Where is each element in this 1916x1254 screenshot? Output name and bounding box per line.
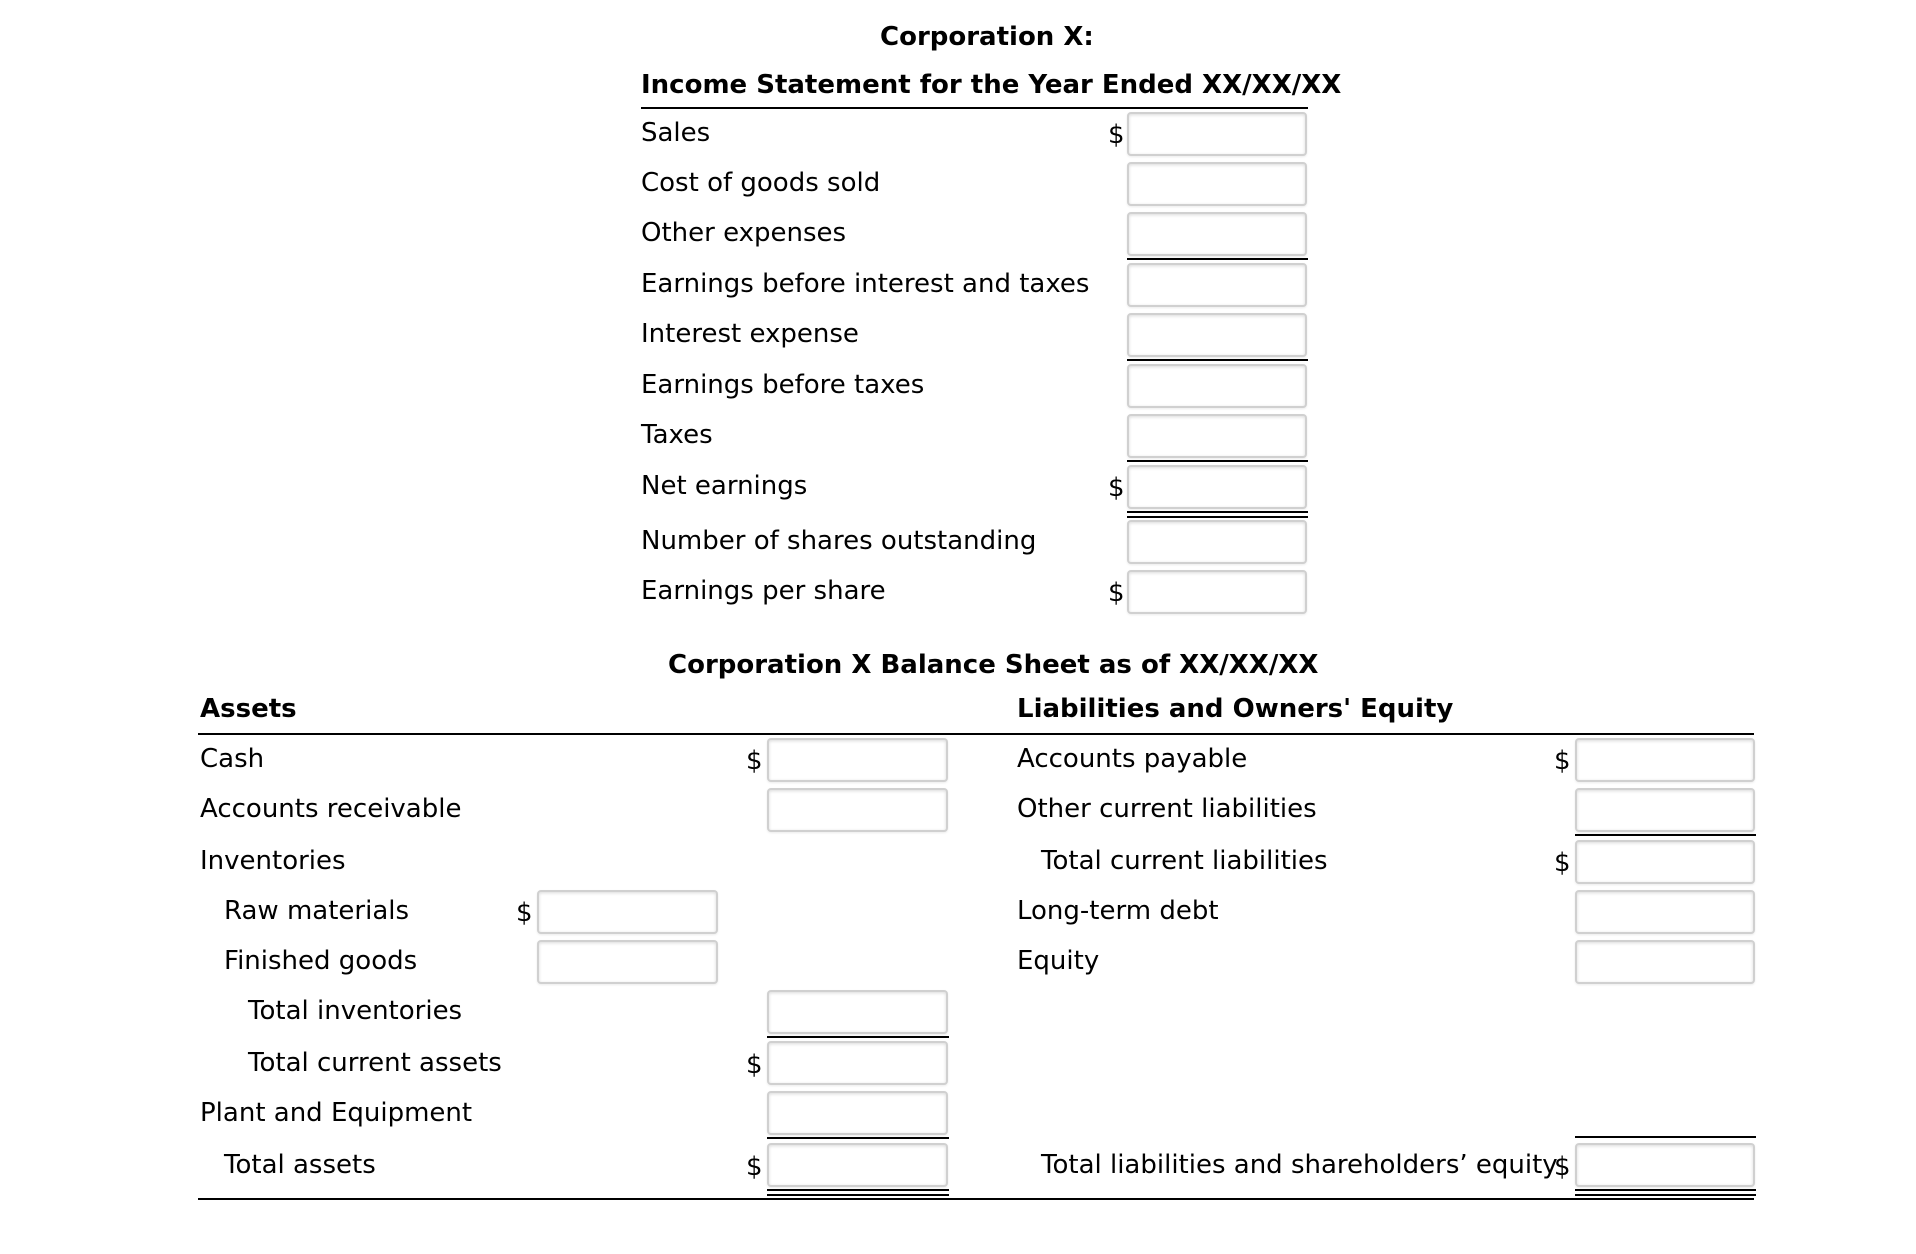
- other-expenses-input[interactable]: [1127, 212, 1307, 256]
- ebit-input[interactable]: [1127, 263, 1307, 307]
- total-current-assets-currency: $: [746, 1050, 763, 1080]
- ebt-label: Earnings before taxes: [641, 370, 925, 400]
- total-liabilities-equity-input[interactable]: [1575, 1143, 1755, 1187]
- accounts-payable-currency: $: [1554, 746, 1571, 776]
- plant-equipment-input[interactable]: [767, 1091, 948, 1135]
- total-assets-top-rule: [767, 1137, 949, 1139]
- total-current-liabilities-currency: $: [1554, 848, 1571, 878]
- finished-goods-input[interactable]: [537, 940, 718, 984]
- sales-currency: $: [1108, 120, 1125, 150]
- other-current-liabilities-input[interactable]: [1575, 788, 1755, 832]
- interest-input[interactable]: [1127, 313, 1307, 357]
- taxes-input[interactable]: [1127, 414, 1307, 458]
- total-liabilities-equity-label: Total liabilities and shareholders’ equity: [1041, 1150, 1558, 1180]
- net-earnings-double-rule: [1127, 511, 1308, 518]
- long-term-debt-input[interactable]: [1575, 890, 1755, 934]
- total-assets-double-rule: [767, 1189, 949, 1196]
- income-header-rule: [641, 107, 1308, 109]
- net-earnings-label: Net earnings: [641, 471, 808, 501]
- total-assets-label: Total assets: [224, 1150, 376, 1180]
- total-inventories-input[interactable]: [767, 990, 948, 1034]
- total-current-liabilities-label: Total current liabilities: [1041, 846, 1328, 876]
- ebit-top-rule: [1127, 258, 1308, 260]
- total-current-assets-input[interactable]: [767, 1041, 948, 1085]
- cash-label: Cash: [200, 744, 265, 774]
- liabilities-header: Liabilities and Owners' Equity: [1017, 694, 1454, 724]
- other-expenses-label: Other expenses: [641, 218, 847, 248]
- equity-label: Equity: [1017, 946, 1100, 976]
- net-earnings-currency: $: [1108, 473, 1125, 503]
- cogs-label: Cost of goods sold: [641, 168, 881, 198]
- shares-input[interactable]: [1127, 520, 1307, 564]
- net-earnings-input[interactable]: [1127, 465, 1307, 509]
- ebt-input[interactable]: [1127, 364, 1307, 408]
- raw-materials-input[interactable]: [537, 890, 718, 934]
- total-inventories-label: Total inventories: [248, 996, 463, 1026]
- long-term-debt-label: Long-term debt: [1017, 896, 1219, 926]
- income-statement-title: Income Statement for the Year Ended XX/XX/XX: [641, 70, 1342, 100]
- total-current-liabilities-input[interactable]: [1575, 840, 1755, 884]
- raw-materials-label: Raw materials: [224, 896, 410, 926]
- interest-label: Interest expense: [641, 319, 859, 349]
- equity-input[interactable]: [1575, 940, 1755, 984]
- total-current-assets-top-rule: [767, 1036, 949, 1038]
- eps-currency: $: [1108, 578, 1125, 608]
- eps-input[interactable]: [1127, 570, 1307, 614]
- inventories-label: Inventories: [200, 846, 346, 876]
- total-liabilities-equity-currency: $: [1554, 1152, 1571, 1182]
- taxes-label: Taxes: [641, 420, 713, 450]
- sales-label: Sales: [641, 118, 711, 148]
- total-assets-input[interactable]: [767, 1143, 948, 1187]
- balance-bottom-rule: [198, 1198, 1754, 1200]
- total-liabilities-double-rule: [1575, 1189, 1756, 1196]
- total-current-assets-label: Total current assets: [248, 1048, 502, 1078]
- finished-goods-label: Finished goods: [224, 946, 418, 976]
- eps-label: Earnings per share: [641, 576, 886, 606]
- shares-label: Number of shares outstanding: [641, 526, 1037, 556]
- accounts-receivable-input[interactable]: [767, 788, 948, 832]
- sales-input[interactable]: [1127, 112, 1307, 156]
- cash-input[interactable]: [767, 738, 948, 782]
- accounts-payable-label: Accounts payable: [1017, 744, 1248, 774]
- balance-header-rule: [198, 733, 1754, 735]
- accounts-receivable-label: Accounts receivable: [200, 794, 462, 824]
- raw-materials-currency: $: [516, 898, 533, 928]
- total-current-liabilities-top-rule: [1575, 834, 1756, 836]
- balance-sheet-title: Corporation X Balance Sheet as of XX/XX/XX: [668, 650, 1319, 680]
- ebt-top-rule: [1127, 359, 1308, 361]
- cogs-input[interactable]: [1127, 162, 1307, 206]
- accounts-payable-input[interactable]: [1575, 738, 1755, 782]
- ebit-label: Earnings before interest and taxes: [641, 269, 1090, 299]
- income-company-title: Corporation X:: [880, 22, 1094, 52]
- other-current-liabilities-label: Other current liabilities: [1017, 794, 1317, 824]
- cash-currency: $: [746, 746, 763, 776]
- assets-header: Assets: [200, 694, 297, 724]
- total-liabilities-top-rule: [1575, 1136, 1756, 1138]
- net-top-rule: [1127, 460, 1308, 462]
- plant-equipment-label: Plant and Equipment: [200, 1098, 473, 1128]
- total-assets-currency: $: [746, 1152, 763, 1182]
